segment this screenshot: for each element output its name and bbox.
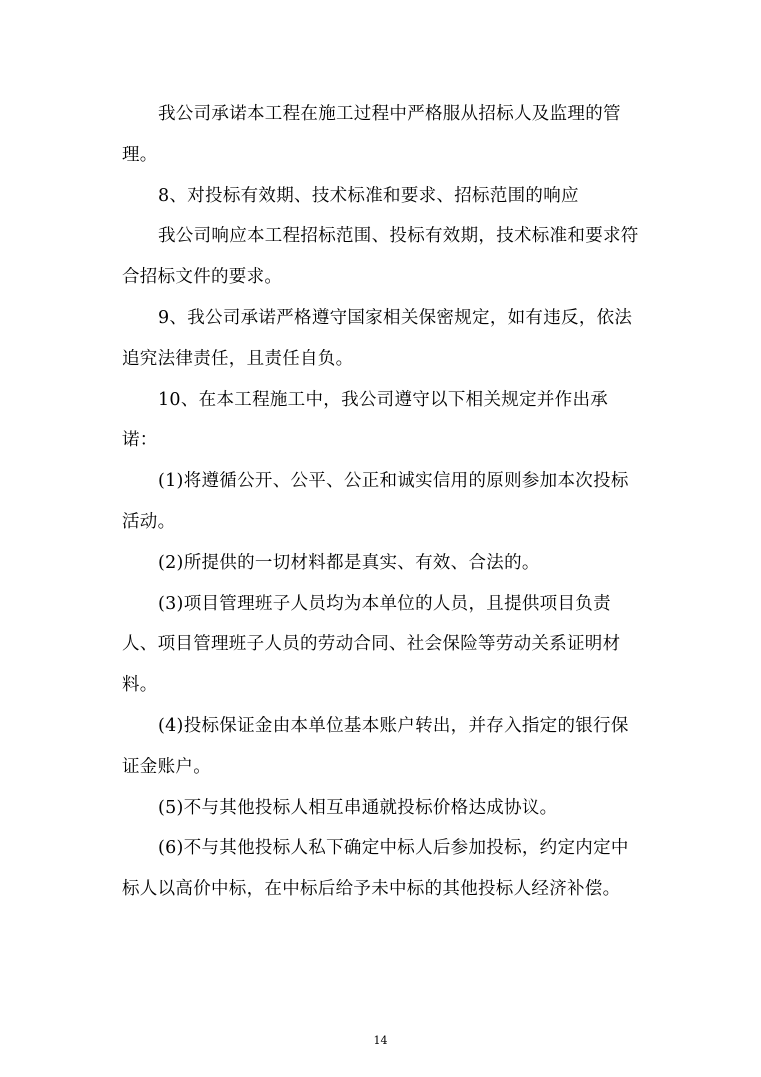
paragraph-response-scope: 我公司响应本工程招标范围、投标有效期，技术标准和要求符合招标文件的要求。 bbox=[122, 226, 639, 288]
paragraph-item-9-confidentiality: 9、我公司承诺严格遵守国家相关保密规定，如有违反，依法追究法律责任，且责任自负。 bbox=[122, 307, 633, 369]
paragraph-sub-item-3: (3)项目管理班子人员均为本单位的人员，且提供项目负责人、项目管理班子人员的劳动合同、社会保险等劳动关系证明材料。 bbox=[122, 593, 621, 696]
paragraph-sub-item-4: (4)投标保证金由本单位基本账户转出，并存入指定的银行保证金账户。 bbox=[122, 715, 629, 777]
paragraph-sub-item-5: (5)不与其他投标人相互串通就投标价格达成协议。 bbox=[158, 797, 558, 818]
paragraph-sub-item-6: (6)不与其他投标人私下确定中标人后参加投标，约定内定中标人以高价中标，在中标后给予未中标的其他投标人经济补偿。 bbox=[122, 838, 629, 900]
paragraph-sub-item-1: (1)将遵循公开、公平、公正和诚实信用的原则参加本次投标活动。 bbox=[122, 471, 629, 532]
paragraph-heading-8: 8、对投标有效期、技术标准和要求、招标范围的响应 bbox=[158, 185, 579, 206]
paragraph-item-10-intro: 10、在本工程施工中，我公司遵守以下相关规定并作出承诺： bbox=[122, 389, 609, 451]
paragraph-supervision-commitment: 我公司承诺本工程在施工过程中严格服从招标人及监理的管理。 bbox=[122, 104, 621, 165]
body-text bbox=[122, 94, 642, 910]
paragraph-sub-item-2: (2)所提供的一切材料都是真实、有效、合法的。 bbox=[158, 552, 540, 573]
page-number: 14 bbox=[373, 1034, 388, 1047]
